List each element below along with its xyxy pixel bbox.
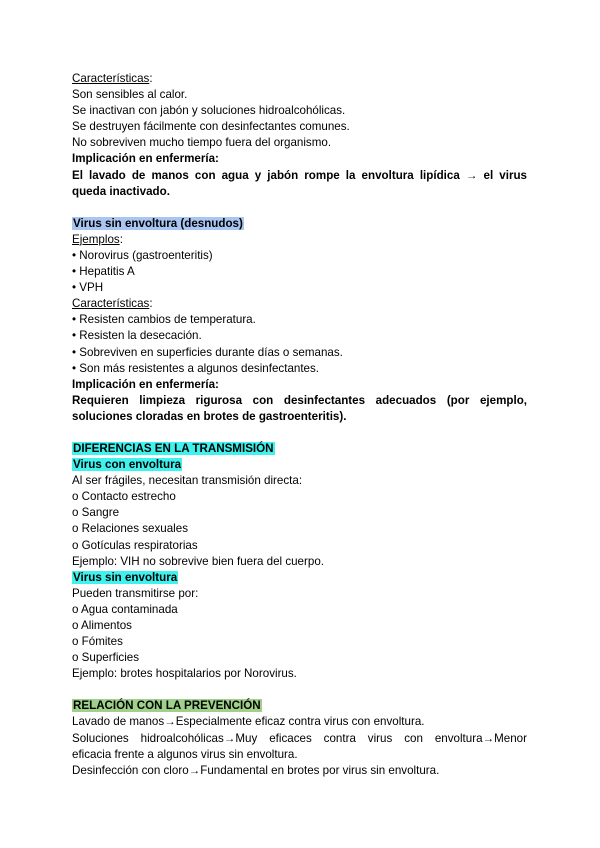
subheading-highlight: Virus sin envoltura	[73, 570, 178, 584]
caracteristicas-colon: :	[149, 72, 153, 85]
transmision-item: o Contacto estrecho	[72, 490, 176, 504]
transmision-item: o Relaciones sexuales	[72, 522, 189, 536]
spacer	[72, 200, 527, 216]
caracteristica-item: • Sobreviven en superficies durante días o semanas.	[72, 345, 343, 359]
section-heading-diferencias	[72, 441, 527, 457]
subheading-highlight: Virus con envoltura	[73, 458, 182, 472]
transmision-example: Ejemplo: brotes hospitalarios por Norovirus.	[72, 667, 297, 681]
heading-highlight: RELACIÓN CON LA PREVENCIÓN	[73, 699, 261, 713]
transmision-item: o Alimentos	[72, 619, 132, 632]
heading-highlight: DIFERENCIAS EN LA TRANSMISIÓN	[73, 441, 274, 455]
caracteristicas-colon: :	[149, 297, 153, 311]
ejemplo-item: • Norovirus (gastroenteritis)	[72, 248, 213, 262]
transmision-intro: Pueden transmitirse por:	[72, 586, 199, 600]
transmision-item: o Agua contaminada	[72, 602, 178, 616]
transmision-item: o Sangre	[72, 506, 120, 520]
ejemplos-heading	[72, 232, 527, 248]
implicacion-title: Implicación en enfermería:	[72, 152, 219, 166]
caracteristica-item: • Resisten cambios de temperatura.	[72, 313, 256, 327]
section-heading-prevencion	[72, 698, 527, 714]
section-heading-virus-sin-envoltura	[72, 216, 527, 232]
implicacion-text-line: Requieren limpieza rigurosa con desinfectantes adecuados (por ejemplo,	[72, 393, 527, 407]
spacer	[72, 682, 527, 698]
prevencion-line: eficacia frente a algunos virus sin envoltura.	[72, 747, 298, 761]
transmision-intro: Al ser frágiles, necesitan transmisión directa:	[72, 474, 303, 488]
ejemplo-item: • Hepatitis A	[72, 265, 135, 279]
transmision-item: o Fómites	[72, 635, 123, 649]
implicacion-text-line: soluciones cloradas en brotes de gastroenteritis).	[72, 409, 347, 423]
transmision-example: Ejemplo: VIH no sobrevive bien fuera del cuerpo.	[72, 554, 324, 568]
caracteristicas-heading	[72, 71, 527, 87]
caracteristica-item: • Son más resistentes a algunos desinfectantes.	[72, 361, 320, 375]
prevencion-line: Lavado de manos→Especialmente eficaz contra virus con envoltura.	[72, 715, 425, 729]
subheading-virus-sin-envoltura	[72, 570, 527, 586]
caracteristicas-label: Características	[72, 72, 150, 85]
implicacion-text-line: El lavado de manos con agua y jabón rompe la envoltura lipídica → el virus	[72, 168, 527, 182]
spacer	[72, 425, 527, 441]
caracteristica-item: Son sensibles al calor.	[72, 88, 188, 102]
ejemplo-item: • VPH	[72, 281, 104, 295]
caracteristica-item: • Resisten la desecación.	[72, 329, 202, 343]
transmision-item: o Gotículas respiratorias	[72, 538, 198, 552]
transmision-item: o Superficies	[72, 651, 140, 665]
ejemplos-colon: :	[119, 232, 123, 246]
caracteristica-item: No sobreviven mucho tiempo fuera del organismo.	[72, 136, 332, 150]
caracteristicas-heading	[72, 296, 527, 312]
caracteristica-item: Se destruyen fácilmente con desinfectantes comunes.	[72, 120, 350, 134]
heading-highlight: Virus sin envoltura (desnudos)	[73, 216, 243, 230]
prevencion-line: Desinfección con cloro→Fundamental en brotes por virus sin envoltura.	[72, 763, 440, 777]
implicacion-text-line: queda inactivado.	[72, 184, 170, 198]
ejemplos-label: Ejemplos	[72, 232, 120, 246]
implicacion-title: Implicación en enfermería:	[72, 377, 219, 391]
caracteristicas-label: Características	[72, 297, 150, 311]
subheading-virus-con-envoltura	[72, 457, 527, 473]
prevencion-line: Soluciones hidroalcohólicas→Muy eficaces contra virus con envoltura→Menor	[72, 731, 527, 745]
caracteristica-item: Se inactivan con jabón y soluciones hidroalcohólicas.	[72, 104, 346, 118]
